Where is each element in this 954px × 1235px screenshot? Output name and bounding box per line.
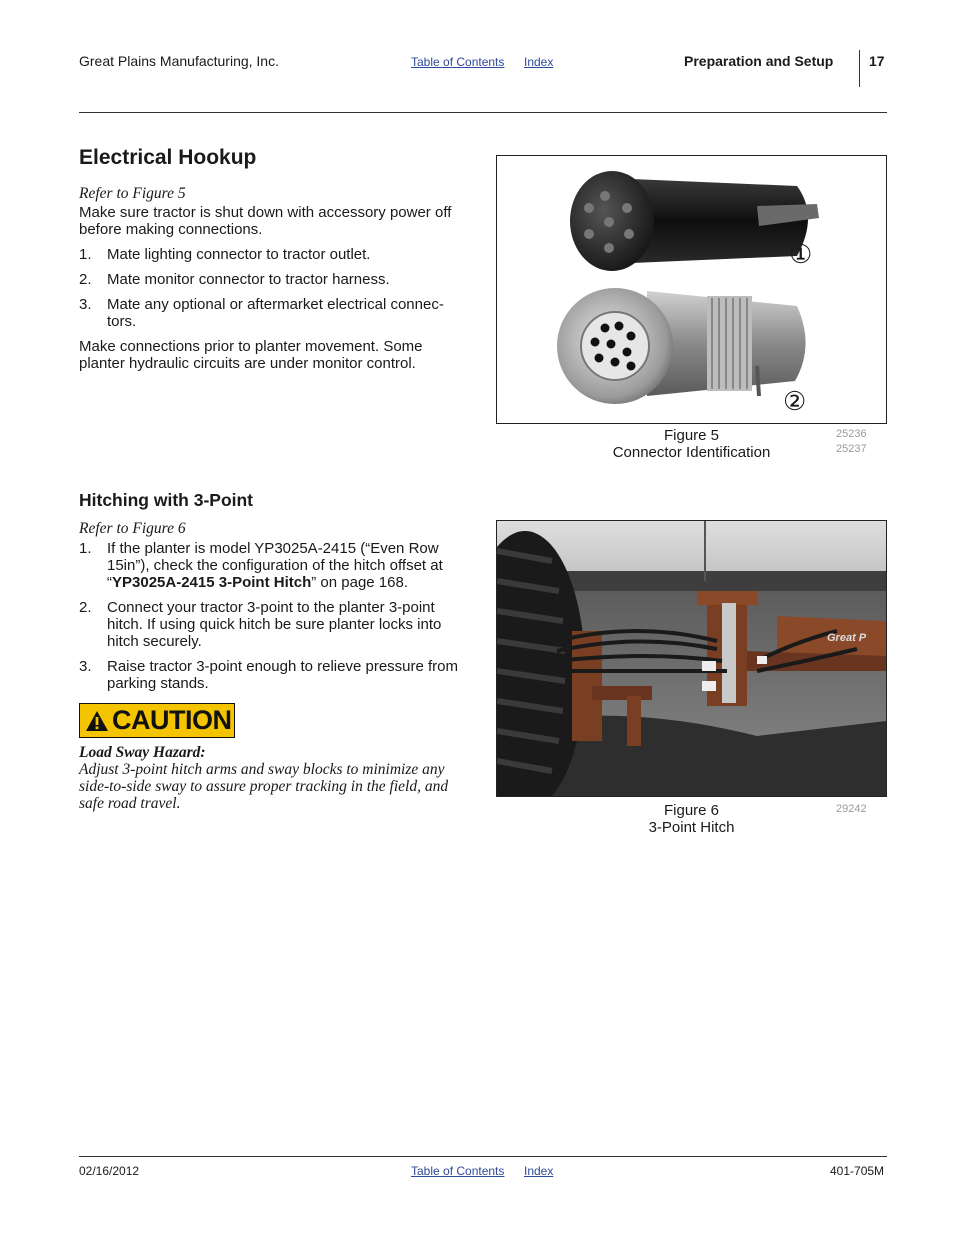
hazard-text-line-1: Adjust 3-point hitch arms and sway blocks to minimize any — [79, 761, 445, 778]
hitch-illustration — [497, 521, 886, 796]
hitch-reference-link[interactable]: YP3025A-2415 3-Point Hitch — [112, 574, 312, 591]
page-number: 17 — [869, 53, 885, 69]
figure-5-connector-photo — [496, 155, 887, 424]
step-text-reference: “YP3025A-2415 3-Point Hitch” on page 168. — [107, 574, 408, 591]
electrical-step-1 — [79, 246, 471, 263]
step-number: 1. — [79, 246, 92, 263]
company-name: Great Plains Manufacturing, Inc. — [79, 53, 279, 69]
footer-index-link[interactable]: Index — [524, 1164, 554, 1178]
step-text: Raise tractor 3-point enough to relieve pressure from — [107, 658, 459, 675]
step-text: Connect your tractor 3-point to the planter 3-point — [107, 599, 435, 616]
hitching-step-1 — [79, 540, 471, 591]
header-toc-link[interactable]: Table of Contents — [411, 55, 505, 69]
figure-5-label: Figure 5 — [663, 427, 720, 444]
step-text: Mate lighting connector to tractor outlet. — [107, 246, 371, 263]
electrical-step-2 — [79, 271, 471, 288]
step-text-continued: tors. — [107, 313, 137, 330]
hazard-text-line-3: safe road travel. — [79, 795, 181, 812]
electrical-step-3 — [79, 296, 471, 330]
step-text-continued: parking stands. — [107, 675, 209, 692]
hazard-title: Load Sway Hazard: — [79, 744, 206, 761]
figure-5-part-1: 25236 — [836, 428, 867, 440]
figure-5-caption: Connector Identification — [612, 444, 771, 461]
figure-6-caption: 3-Point Hitch — [648, 819, 735, 836]
hitching-step-2 — [79, 599, 471, 650]
callout-2: ② — [783, 386, 807, 416]
warning-triangle-icon — [85, 710, 109, 732]
header-rule — [79, 112, 887, 113]
electrical-intro-line-1: Make sure tractor is shut down with accessory power off — [79, 204, 452, 221]
header-index-link[interactable]: Index — [524, 55, 554, 69]
step-text: Mate monitor connector to tractor harness. — [107, 271, 390, 288]
figure-5-part-2: 25237 — [836, 443, 867, 455]
step-number: 3. — [79, 296, 92, 313]
step-text-continued: 15in”), check the configuration of the hitch offset at — [107, 557, 443, 574]
caution-text: CAUTION — [112, 705, 232, 735]
step-text-continued: hitch. If using quick hitch be sure planter locks into — [107, 616, 442, 633]
step-number: 3. — [79, 658, 92, 675]
step-number: 1. — [79, 540, 92, 557]
footer-doc-number: 401-705M — [830, 1164, 885, 1178]
figure-6-label: Figure 6 — [663, 802, 720, 819]
figure-6-part: 29242 — [836, 803, 867, 815]
electrical-intro-line-2: before making connections. — [79, 221, 263, 238]
hitching-heading: Hitching with 3-Point — [79, 490, 254, 510]
hazard-text-line-2: side-to-side sway to assure proper tracking in the field, and — [79, 778, 449, 795]
step-text: Mate any optional or aftermarket electrical connec- — [107, 296, 444, 313]
frame-logo-text: Great P — [827, 632, 867, 644]
electrical-note-line-2: planter hydraulic circuits are under monitor control. — [79, 355, 416, 372]
section-title: Preparation and Setup — [684, 53, 834, 69]
footer-toc-link[interactable]: Table of Contents — [411, 1164, 505, 1178]
footer-rule — [79, 1156, 887, 1157]
refer-figure-6: Refer to Figure 6 — [79, 520, 186, 537]
callout-1: ① — [789, 239, 813, 269]
connector-illustration — [497, 156, 886, 423]
caution-label — [79, 703, 235, 738]
electrical-note-line-1: Make connections prior to planter movement. Some — [79, 338, 423, 355]
figure-6-hitch-photo — [496, 520, 887, 797]
footer-date: 02/16/2012 — [79, 1164, 140, 1178]
electrical-hookup-heading: Electrical Hookup — [79, 146, 257, 169]
hitching-step-3 — [79, 658, 471, 692]
step-number: 2. — [79, 599, 92, 616]
step-text-continued: hitch securely. — [107, 633, 202, 650]
step-number: 2. — [79, 271, 92, 288]
refer-figure-5: Refer to Figure 5 — [79, 185, 186, 202]
header-divider — [859, 50, 860, 87]
step-text: If the planter is model YP3025A-2415 (“Even Row — [107, 540, 439, 557]
